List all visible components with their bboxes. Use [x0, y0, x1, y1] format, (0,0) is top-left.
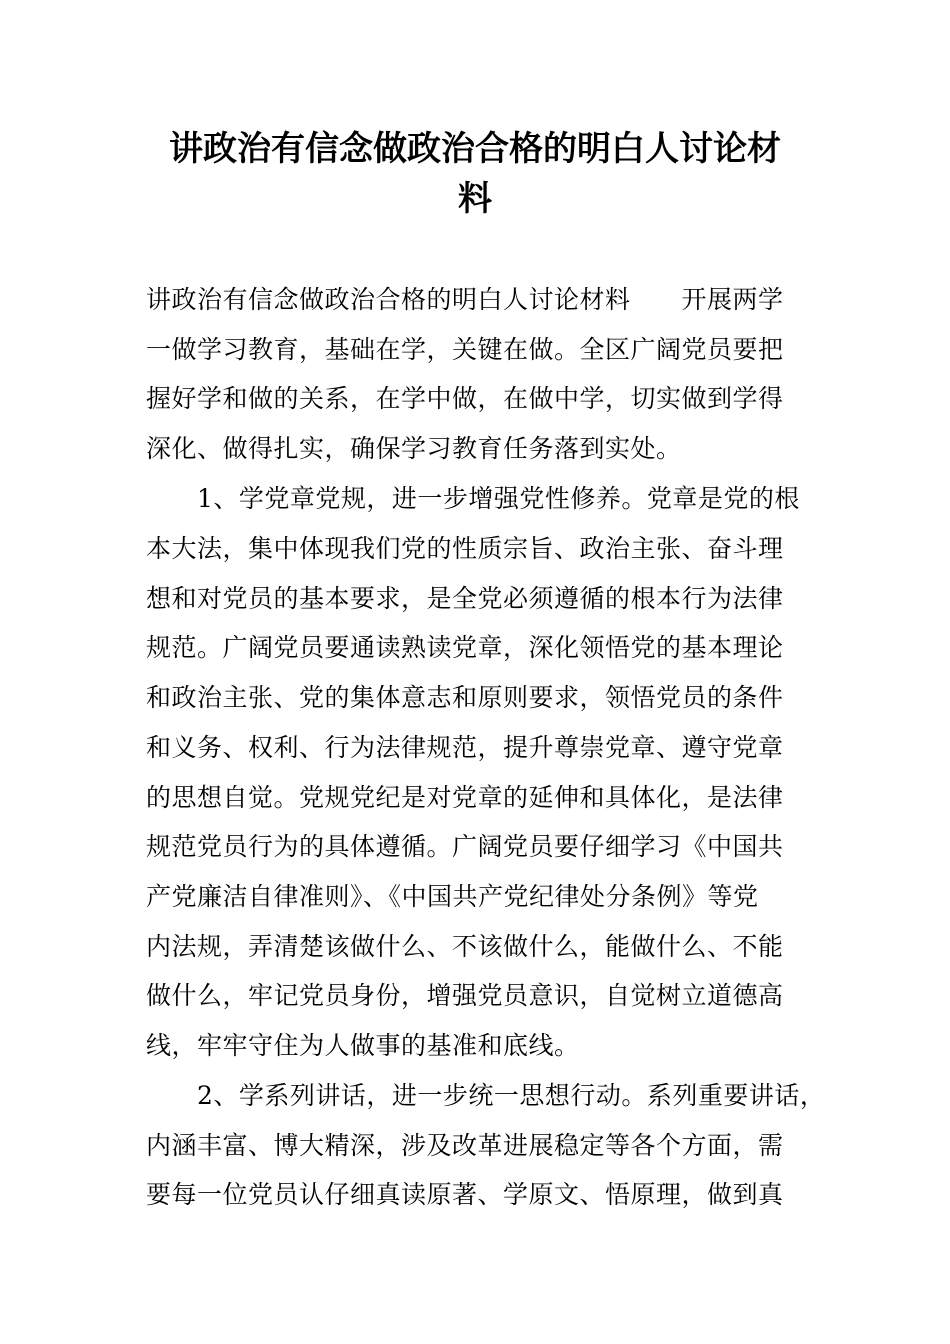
- body-line: 内涵丰富、博大精深，涉及改革进展稳定等各个方面，需: [146, 1131, 784, 1160]
- document-title: [140, 124, 810, 224]
- title-line-1: 讲政治有信念做政治合格的明白人讨论材: [169, 129, 781, 169]
- body-line: 的思想自觉。党规党纪是对党章的延伸和具体化，是法律: [146, 783, 784, 812]
- body-line: 内法规，弄清楚该做什么、不该做什么，能做什么、不能: [146, 932, 784, 961]
- title-line-2: 料: [458, 179, 492, 219]
- body-line: 想和对党员的基本要求，是全党必须遵循的根本行为法律: [146, 584, 784, 613]
- body-line: 1、学党章党规，进一步增强党性修养。党章是党的根: [146, 484, 800, 513]
- body-line: 规范党员行为的具体遵循。广阔党员要仔细学习《中国共: [146, 832, 784, 861]
- body-line: 2、学系列讲话，进一步统一思想行动。系列重要讲话，: [146, 1081, 826, 1110]
- body-line: 一做学习教育，基础在学，关键在做。全区广阔党员要把: [146, 335, 784, 364]
- body-line: 线，牢牢守住为人做事的基准和底线。: [146, 1031, 580, 1060]
- body-line: 和政治主张、党的集体意志和原则要求，领悟党员的条件: [146, 683, 784, 712]
- body-line: 产党廉洁自律准则》、《中国共产党纪律处分条例》等党: [146, 882, 759, 911]
- body-line: 要每一位党员认仔细真读原著、学原文、悟原理，做到真: [146, 1180, 784, 1209]
- body-line: 做什么，牢记党员身份，增强党员意识，自觉树立道德高: [146, 981, 784, 1010]
- body-line: 握好学和做的关系，在学中做，在做中学，切实做到学得: [146, 384, 784, 413]
- body-line: 和义务、权利、行为法律规范，提升尊崇党章、遵守党章: [146, 733, 784, 762]
- body-line: 讲政治有信念做政治合格的明白人讨论材料 开展两学: [146, 285, 784, 314]
- body-line: 规范。广阔党员要通读熟读党章，深化领悟党的基本理论: [146, 633, 784, 662]
- body-line: 深化、做得扎实，确保学习教育任务落到实处。: [146, 434, 682, 463]
- body-line: 本大法，集中体现我们党的性质宗旨、政治主张、奋斗理: [146, 534, 784, 563]
